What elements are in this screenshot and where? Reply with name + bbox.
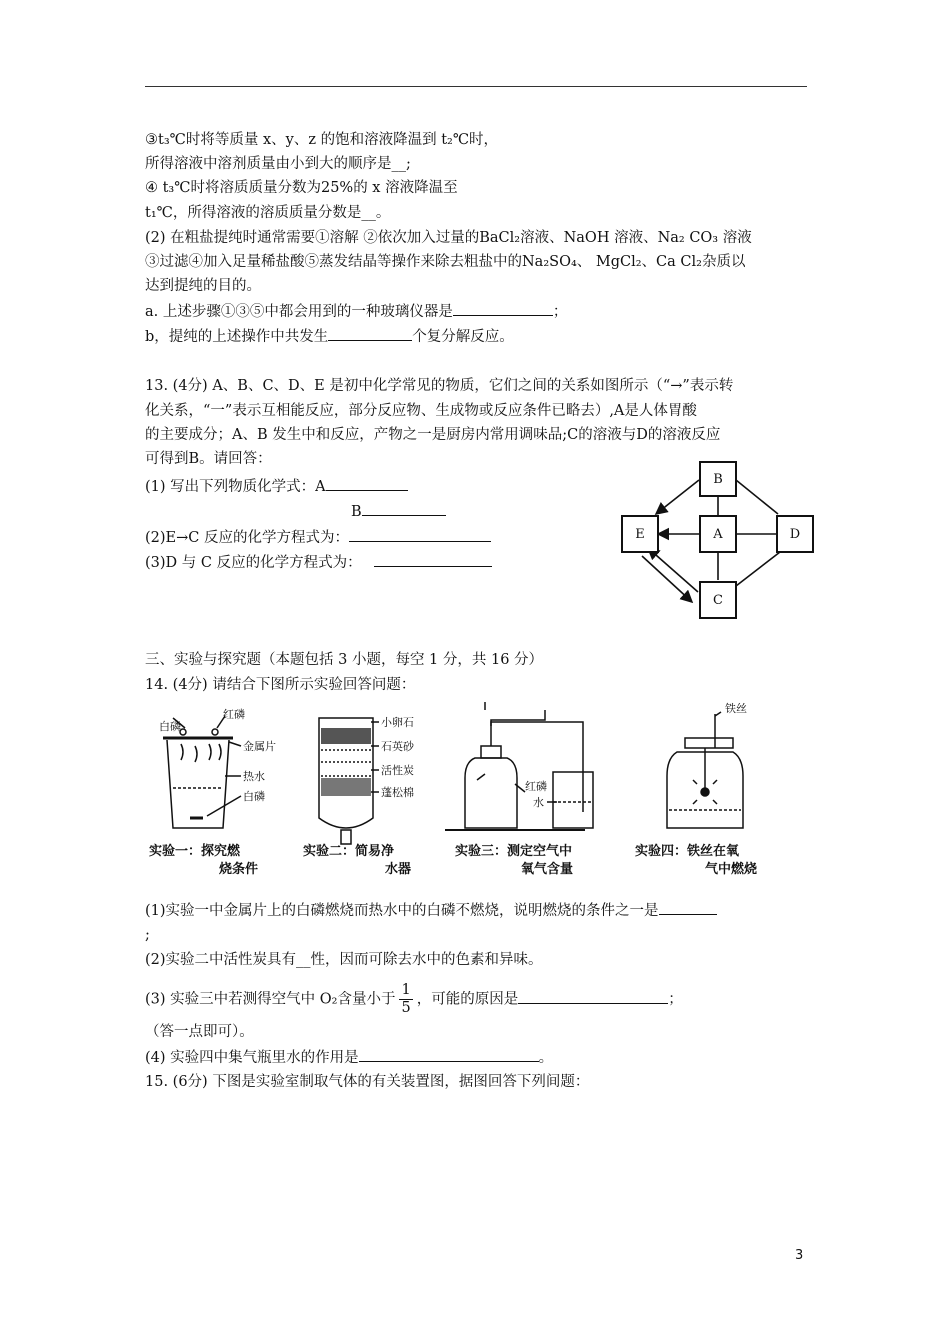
label-red-phosphorus-3: 红磷 xyxy=(525,780,547,793)
label-metal-plate: 金属片 xyxy=(243,740,276,753)
q13-part1b xyxy=(351,501,446,522)
node-e-label: E xyxy=(635,527,645,542)
label-cotton: 蓬松棉 xyxy=(381,786,414,799)
q13-stem: 13. (4分) A、B、C、D、E 是初中化学常见的物质，它们之间的关系如图所示（“→”表示转 xyxy=(145,378,734,394)
text-line xyxy=(145,326,514,347)
label-white-phosphorus-2: 白磷 xyxy=(243,790,265,803)
text-line: t₁℃，所得溶液的溶质质量分数是__。 xyxy=(145,205,391,221)
caption-exp2b: 水器 xyxy=(385,862,412,877)
caption-exp3b: 氧气含量 xyxy=(521,862,574,877)
label-activated-carbon: 活性炭 xyxy=(381,764,414,777)
q14-part1 xyxy=(145,900,717,921)
caption-exp3: 实验三：测定空气中 xyxy=(455,844,573,859)
punctuation: ； xyxy=(552,304,568,320)
experiment-figures xyxy=(145,700,790,882)
answer-blank[interactable] xyxy=(349,527,491,542)
question-text: (1) 写出下列物质化学式：A xyxy=(145,479,326,495)
text-line: 达到提纯的目的。 xyxy=(145,278,261,294)
q14-part2: (2)实验二中活性炭具有__性，因而可除去水中的色素和异味。 xyxy=(145,952,543,968)
node-b-label: B xyxy=(713,472,723,487)
q14-part3-note: （答一点即可）。 xyxy=(145,1024,254,1040)
fraction-one-fifth xyxy=(399,982,412,1017)
q14-part4 xyxy=(145,1047,553,1068)
q13-stem: 化关系，“一”表示互相能反应，部分反应物、生成物或反应条件已略去）,A是人体胃酸 xyxy=(145,403,697,419)
question-text: B xyxy=(351,504,362,520)
text-line: 所得溶液中溶剂质量由小到大的顺序是__; xyxy=(145,156,411,172)
q14-part3 xyxy=(145,982,683,1017)
question-text: a. 上述步骤①③⑤中都会用到的一种玻璃仪器是 xyxy=(145,304,453,320)
q14-stem: 14. (4分) 请结合下图所示实验回答问题： xyxy=(145,677,416,693)
question-text: (2)E→C 反应的化学方程式为： xyxy=(145,530,349,546)
q13-part1 xyxy=(145,476,408,497)
answer-blank[interactable] xyxy=(328,326,412,341)
label-water: 水 xyxy=(533,796,544,809)
question-text: (1)实验一中金属片上的白磷燃烧而热水中的白磷不燃烧，说明燃烧的条件之一是 xyxy=(145,903,659,919)
node-d-label: D xyxy=(789,527,801,542)
caption-exp1b: 烧条件 xyxy=(219,862,259,877)
question-text: ，可能的原因是 xyxy=(416,991,519,1008)
question-text: (3) 实验三中若测得空气中 O₂含量小于 xyxy=(145,991,396,1008)
text-line xyxy=(145,301,567,322)
q13-part2 xyxy=(145,527,491,548)
relation-diagram xyxy=(612,452,822,630)
text-line: ③t₃℃时将等质量 x、y、z 的饱和溶液降温到 t₂℃时， xyxy=(145,132,499,148)
caption-exp2: 实验二：简易净 xyxy=(303,844,395,859)
q15-stem: 15. (6分) 下图是实验室制取气体的有关装置图，据图回答下列间题： xyxy=(145,1074,590,1090)
caption-exp4: 实验四：铁丝在氧 xyxy=(635,844,740,859)
caption-exp4b: 气中燃烧 xyxy=(705,862,758,877)
q13-part3 xyxy=(145,552,492,573)
answer-blank[interactable] xyxy=(518,989,668,1004)
q13-stem: 的主要成分；A、B 发生中和反应，产物之一是厨房内常用调味品;C的溶液与D的溶液反应 xyxy=(145,427,721,443)
answer-blank[interactable] xyxy=(374,552,492,567)
question-text: (3)D 与 C 反应的化学方程式为： xyxy=(145,555,362,571)
label-pebbles: 小卵石 xyxy=(381,716,414,729)
answer-blank-b[interactable] xyxy=(362,501,446,516)
section-title: 三、实验与探究题（本题包括 3 小题，每空 1 分，共 16 分） xyxy=(145,652,544,668)
label-quartz-sand: 石英砂 xyxy=(381,740,414,753)
fraction-numerator: 1 xyxy=(401,982,411,998)
answer-blank-a[interactable] xyxy=(326,476,408,491)
node-a-label: A xyxy=(713,527,723,542)
q14-part1-end: ; xyxy=(145,927,150,943)
answer-blank[interactable] xyxy=(659,900,717,915)
label-white-phosphorus: 白磷 xyxy=(159,720,181,733)
label-red-phosphorus: 红磷 xyxy=(223,708,245,721)
question-text: b，提纯的上述操作中共发生 xyxy=(145,329,329,345)
page-number: 3 xyxy=(795,1248,804,1263)
node-c-label: C xyxy=(713,593,723,608)
caption-exp1: 实验一：探究燃 xyxy=(149,844,241,859)
answer-blank[interactable] xyxy=(359,1047,539,1062)
text-line: (2) 在粗盐提纯时通常需要①溶解 ②依次加入过量的BaCl₂溶液、NaOH 溶液、Na₂ CO₃ 溶液 xyxy=(145,230,752,246)
label-iron-wire: 铁丝 xyxy=(725,702,747,715)
answer-blank[interactable] xyxy=(453,301,553,316)
text-line: ④ t₃℃时将溶质质量分数为25%的 x 溶液降温至 xyxy=(145,180,458,196)
q13-stem: 可得到B。请回答： xyxy=(145,451,272,467)
punctuation: 。 xyxy=(538,1050,554,1066)
punctuation: ； xyxy=(668,991,683,1008)
fraction-denominator: 5 xyxy=(401,1000,411,1016)
question-text: 个复分解反应。 xyxy=(412,329,514,345)
header-rule xyxy=(145,86,807,87)
text-line: ③过滤④加入足量稀盐酸⑤蒸发结晶等操作来除去粗盐中的Na₂SO₄、 MgCl₂、Ca Cl₂杂质以 xyxy=(145,254,746,270)
question-text: (4) 实验四中集气瓶里水的作用是 xyxy=(145,1050,359,1066)
label-hot-water: 热水 xyxy=(243,770,265,783)
